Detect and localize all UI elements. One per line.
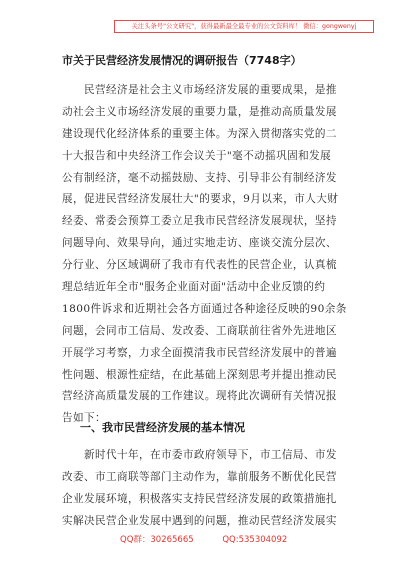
text-line: 开展学习考察，力求全面摸清我市民营经济发展中的普遍 <box>62 346 337 359</box>
text-line: 实解决民营企业发展中遇到的问题，推动民营经济发展实 <box>62 514 337 527</box>
text-line: 经委、常委会预算工委立足我市民营经济发展现状，坚持 <box>62 215 337 228</box>
text-line: 建设现代化经济体系的重要主体。为深入贯彻落实党的二 <box>62 127 337 140</box>
text-line: 民营经济是社会主义市场经济发展的重要成果，是推 <box>62 84 337 96</box>
text-line: 性问题、根源性症结，在此基础上深刻思考并提出推动民 <box>62 368 337 381</box>
text-line: 企业发展环境，积极落实支持民营经济发展的政策措施扎 <box>62 492 337 505</box>
footer <box>120 533 340 545</box>
text-line: 展，促进民营经济发展壮大"的要求，9月以来，市人大财 <box>62 193 339 206</box>
text-line: 动社会主义市场经济发展的重要力量，是推动高质量发展 <box>62 105 337 118</box>
text-line: 十大报告和中央经济工作会议关于"毫不动摇巩固和发展 <box>62 149 332 162</box>
section-one-paragraph <box>62 445 352 533</box>
text-line: 新时代十年，在市委市政府领导下，市工信局、市发 <box>62 449 337 461</box>
text-line: 理总结近年全市"服务企业面对面"活动中企业反馈的约 <box>62 281 326 294</box>
section-heading: 一、我市民营经济发展的基本情况 <box>80 421 245 434</box>
text-line: 公有制经济，毫不动摇鼓励、支持、引导非公有制经济发 <box>62 171 337 184</box>
text-line: 营经济高质量发展的工作建议。现将此次调研有关情况报 <box>62 390 337 403</box>
qq-number: QQ:535304092 <box>222 535 288 545</box>
header-banner: 关注头条号"公文研究"，获得最新最全最专业的公文资料库！ 微信：gongwenyj <box>114 20 374 33</box>
text-line: 问题导向、效果导向，通过实地走访、座谈交流分层次、 <box>62 237 337 250</box>
text-line: 问题，会同市工信局、发改委、工商联前往省外先进地区 <box>62 324 337 337</box>
text-line: 改委、市工商联等部门主动作为，靠前服务不断优化民营 <box>62 470 337 483</box>
text-line: 1800件诉求和近期社会各方面通过各种途径反映的90余条 <box>62 302 347 315</box>
qq-group-number: QQ群：30265665 <box>120 535 194 545</box>
text-line: 告如下： <box>62 412 106 425</box>
intro-paragraph <box>62 80 352 430</box>
document-title: 市关于民营经济发展情况的调研报告（7748字） <box>62 54 302 67</box>
text-line: 分行业、分区域调研了我市有代表性的民营企业，认真梳 <box>62 259 337 272</box>
